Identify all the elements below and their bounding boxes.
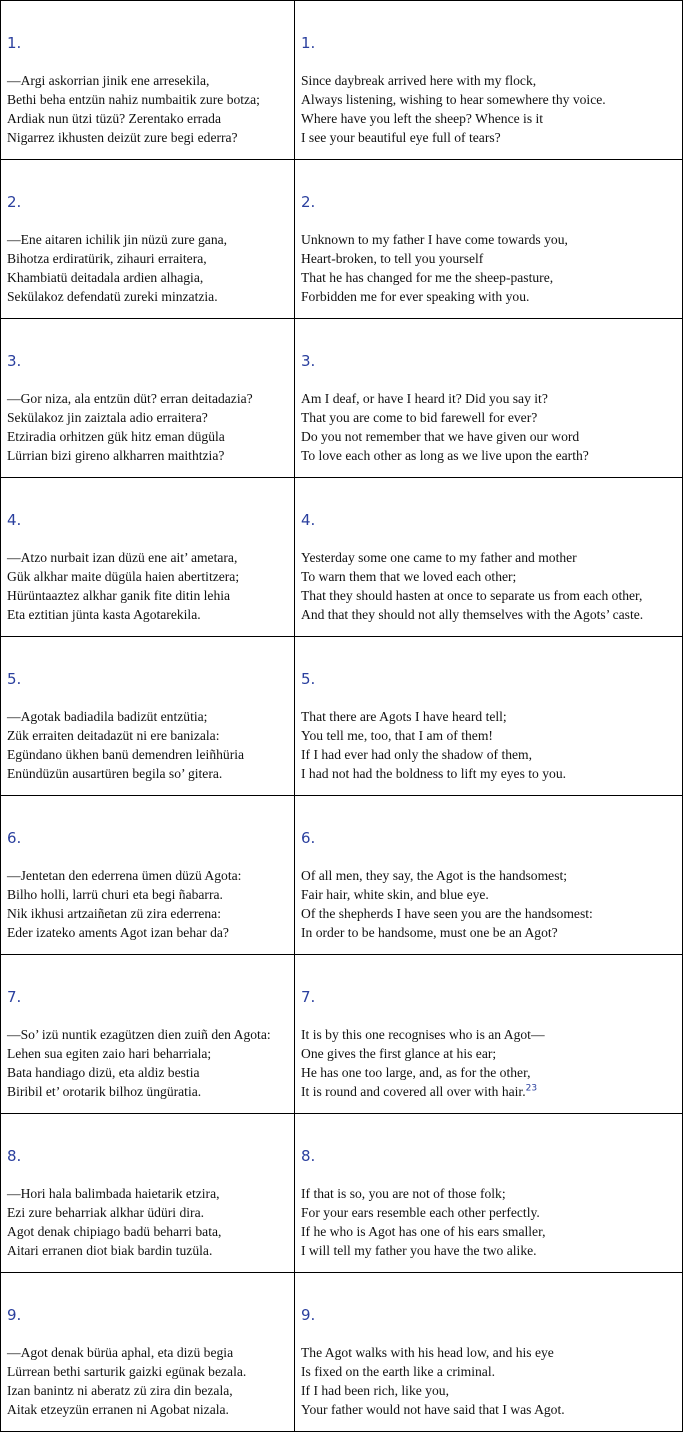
english-verse-line	[301, 866, 682, 885]
english-verse-line	[301, 586, 682, 605]
english-verse-line	[301, 726, 682, 745]
basque-verse-line	[7, 1063, 294, 1082]
basque-stanza-cell	[1, 319, 295, 478]
english-stanza	[301, 637, 682, 785]
stanza-number: 6.	[301, 829, 316, 847]
basque-verse-line	[7, 230, 294, 249]
english-verse-line	[301, 1381, 682, 1400]
verse-text: Etziradia orhitzen gük hitz eman dügüla	[7, 429, 225, 444]
basque-stanza	[7, 319, 294, 467]
stanza-number: 7.	[301, 988, 316, 1006]
stanza-number: 5.	[7, 670, 22, 688]
english-verse-line	[301, 745, 682, 764]
english-verse-line	[301, 1400, 682, 1419]
basque-verse-line	[7, 408, 294, 427]
verse-text: Zük erraiten deitadazüt ni ere banizala:	[7, 728, 220, 743]
verse-text: Am I deaf, or have I heard it? Did you say it?	[301, 391, 548, 406]
verse-text: If I had been rich, like you,	[301, 1383, 449, 1398]
basque-verse-line	[7, 268, 294, 287]
basque-verse-line	[7, 1025, 294, 1044]
verse-text: Lürrian bizi gireno alkharren maithtzia?	[7, 448, 225, 463]
verse-text: —Jentetan den ederrena ümen düzü Agota:	[7, 868, 242, 883]
english-verse-line	[301, 1044, 682, 1063]
stanza-number: 2.	[7, 193, 22, 211]
english-verse-line	[301, 249, 682, 268]
english-verse-line	[301, 567, 682, 586]
basque-verse-line	[7, 1381, 294, 1400]
basque-stanza-cell	[1, 637, 295, 796]
basque-stanza	[7, 1, 294, 149]
stanza-row	[1, 955, 683, 1114]
stanza-number: 8.	[301, 1147, 316, 1165]
english-stanza	[301, 796, 682, 944]
stanza-number: 6.	[7, 829, 22, 847]
english-stanza	[301, 160, 682, 308]
basque-stanza	[7, 955, 294, 1103]
verse-text: Egündano ükhen banü demendren leiñhüria	[7, 747, 245, 762]
english-verse-line	[301, 1063, 682, 1082]
verse-text: Bethi beha entzün nahiz numbaitik zure botza;	[7, 92, 260, 107]
basque-stanza-cell	[1, 796, 295, 955]
verse-text: Unknown to my father I have come towards you,	[301, 232, 568, 247]
verse-text: It is by this one recognises who is an Agot—	[301, 1027, 545, 1042]
stanza-number: 5.	[301, 670, 316, 688]
stanza-number: 9.	[301, 1306, 316, 1324]
verse-text: If I had ever had only the shadow of them,	[301, 747, 533, 762]
basque-verse-line	[7, 586, 294, 605]
verse-text: Agot denak chipiago badü beharri bata,	[7, 1224, 222, 1239]
english-stanza	[301, 478, 682, 626]
verse-text: Ardiak nun ützi tüzü? Zerentako errada	[7, 111, 222, 126]
verse-text: If that is so, you are not of those folk;	[301, 1186, 506, 1201]
verse-text: Is fixed on the earth like a criminal.	[301, 1364, 496, 1379]
basque-verse-line	[7, 567, 294, 586]
basque-stanza-cell	[1, 955, 295, 1114]
verse-text: Hürüntaaztez alkhar ganik fite ditin lehia	[7, 588, 231, 603]
english-verse-line	[301, 1343, 682, 1362]
basque-stanza-cell	[1, 1, 295, 160]
verse-text: That there are Agots I have heard tell;	[301, 709, 507, 724]
verse-text: —Agotak badiadila badizüt entzütia;	[7, 709, 208, 724]
verse-text: Aitak etzeyzün erranen ni Agobat nizala.	[7, 1402, 229, 1417]
verse-text: Bilho holli, larrü churi eta begi ñabarra.	[7, 887, 223, 902]
verse-text: —So’ izü nuntik ezagützen dien zuiñ den Agota:	[7, 1027, 271, 1042]
verse-text: I had not had the boldness to lift my eyes to you.	[301, 766, 567, 781]
english-verse-line	[301, 904, 682, 923]
verse-text: —Atzo nurbait izan düzü ene ait’ ametara,	[7, 550, 238, 565]
english-verse-line	[301, 109, 682, 128]
stanza-row	[1, 478, 683, 637]
stanza-row	[1, 1, 683, 160]
verse-text: You tell me, too, that I am of them!	[301, 728, 493, 743]
verse-text: I see your beautiful eye full of tears?	[301, 130, 501, 145]
verse-text: Izan banintz ni aberatz zü zira din bezala,	[7, 1383, 233, 1398]
basque-stanza-cell	[1, 1114, 295, 1273]
english-verse-line	[301, 764, 682, 783]
basque-verse-line	[7, 1203, 294, 1222]
basque-stanza	[7, 637, 294, 785]
english-stanza	[301, 1, 682, 149]
stanza-number: 7.	[7, 988, 22, 1006]
stanza-number: 1.	[7, 34, 22, 52]
basque-stanza	[7, 160, 294, 308]
basque-stanza-cell	[1, 478, 295, 637]
english-verse-line	[301, 128, 682, 147]
verse-text: Biribil et’ orotarik bilhoz üngüratia.	[7, 1084, 202, 1099]
verse-text: —Agot denak bürüa aphal, eta dizü begia	[7, 1345, 234, 1360]
verse-text: Aitari erranen diot biak bardin tuzüla.	[7, 1243, 213, 1258]
basque-stanza	[7, 478, 294, 626]
verse-text: Lehen sua egiten zaio hari beharriala;	[7, 1046, 212, 1061]
english-verse-line	[301, 885, 682, 904]
basque-verse-line	[7, 726, 294, 745]
basque-stanza	[7, 1114, 294, 1262]
basque-verse-line	[7, 923, 294, 942]
stanza-row	[1, 160, 683, 319]
basque-stanza	[7, 1273, 294, 1421]
verse-text: I will tell my father you have the two alike.	[301, 1243, 537, 1258]
verse-text: Gük alkhar maite dügüla haien abertitzera;	[7, 569, 240, 584]
english-verse-line	[301, 230, 682, 249]
verse-text: Sekülakoz jin zaiztala adio erraitera?	[7, 410, 208, 425]
basque-verse-line	[7, 1222, 294, 1241]
verse-text: Nigarrez ikhusten deizüt zure begi ederra?	[7, 130, 238, 145]
stanza-number: 2.	[301, 193, 316, 211]
verse-text: In order to be handsome, must one be an Agot?	[301, 925, 558, 940]
english-verse-line	[301, 1025, 682, 1044]
basque-verse-line	[7, 1241, 294, 1260]
basque-verse-line	[7, 1184, 294, 1203]
english-verse-line	[301, 605, 682, 624]
english-verse-line	[301, 1184, 682, 1203]
english-stanza	[301, 1273, 682, 1421]
english-stanza	[301, 955, 682, 1103]
basque-verse-line	[7, 548, 294, 567]
stanza-row	[1, 1273, 683, 1432]
verse-text: He has one too large, and, as for the other,	[301, 1065, 531, 1080]
english-stanza-cell	[295, 1, 683, 160]
english-verse-line	[301, 923, 682, 942]
basque-verse-line	[7, 90, 294, 109]
basque-stanza-cell	[1, 160, 295, 319]
english-verse-line	[301, 427, 682, 446]
verse-text: For your ears resemble each other perfectly.	[301, 1205, 540, 1220]
basque-verse-line	[7, 885, 294, 904]
basque-verse-line	[7, 71, 294, 90]
basque-verse-line	[7, 249, 294, 268]
basque-stanza-cell	[1, 1273, 295, 1432]
english-verse-line	[301, 1241, 682, 1260]
verse-text: —Gor niza, ala entzün düt? erran deitadazia?	[7, 391, 253, 406]
basque-verse-line	[7, 605, 294, 624]
basque-verse-line	[7, 389, 294, 408]
stanza-number: 8.	[7, 1147, 22, 1165]
verse-text: The Agot walks with his head low, and his eye	[301, 1345, 554, 1360]
basque-verse-line	[7, 128, 294, 147]
basque-verse-line	[7, 109, 294, 128]
stanza-row	[1, 319, 683, 478]
verse-text: Always listening, wishing to hear somewhere thy voice.	[301, 92, 606, 107]
basque-stanza	[7, 796, 294, 944]
english-verse-line	[301, 446, 682, 465]
verse-text: Do you not remember that we have given our word	[301, 429, 580, 444]
stanza-row	[1, 637, 683, 796]
basque-verse-line	[7, 1082, 294, 1101]
stanza-number: 1.	[301, 34, 316, 52]
verse-text: —Argi askorrian jinik ene arresekila,	[7, 73, 210, 88]
verse-text: Forbidden me for ever speaking with you.	[301, 289, 530, 304]
verse-text: Of all men, they say, the Agot is the handsomest;	[301, 868, 568, 883]
verse-text: Lürrean bethi sarturik gaizki egünak bezala.	[7, 1364, 247, 1379]
basque-verse-line	[7, 287, 294, 306]
basque-verse-line	[7, 1362, 294, 1381]
stanza-row	[1, 1114, 683, 1273]
verse-text: Ezi zure beharriak alkhar üdüri dira.	[7, 1205, 205, 1220]
english-verse-line	[301, 548, 682, 567]
english-verse-line	[301, 1203, 682, 1222]
english-stanza-cell	[295, 160, 683, 319]
english-stanza-cell	[295, 796, 683, 955]
verse-text: Khambiatü deitadala ardien alhagia,	[7, 270, 204, 285]
english-verse-line	[301, 287, 682, 306]
english-stanza-cell	[295, 1114, 683, 1273]
english-stanza-cell	[295, 1273, 683, 1432]
english-verse-line	[301, 707, 682, 726]
english-stanza	[301, 319, 682, 467]
basque-verse-line	[7, 866, 294, 885]
english-stanza-cell	[295, 319, 683, 478]
verse-text: If he who is Agot has one of his ears smaller,	[301, 1224, 546, 1239]
verse-text: That you are come to bid farewell for ever?	[301, 410, 538, 425]
verse-text: Yesterday some one came to my father and mother	[301, 550, 577, 565]
english-stanza	[301, 1114, 682, 1262]
english-verse-line	[301, 1082, 682, 1101]
footnote-link[interactable]: 23	[525, 1083, 538, 1094]
verse-text: —Ene aitaren ichilik jin nüzü zure gana,	[7, 232, 228, 247]
basque-verse-line	[7, 745, 294, 764]
stanza-number: 3.	[301, 352, 316, 370]
basque-verse-line	[7, 707, 294, 726]
english-verse-line	[301, 1362, 682, 1381]
stanza-number: 4.	[301, 511, 316, 529]
stanza-number: 9.	[7, 1306, 22, 1324]
english-verse-line	[301, 90, 682, 109]
verse-text: Where have you left the sheep? Whence is it	[301, 111, 544, 126]
verse-text: Fair hair, white skin, and blue eye.	[301, 887, 489, 902]
verse-text: One gives the first glance at his ear;	[301, 1046, 497, 1061]
english-verse-line	[301, 408, 682, 427]
verse-text: It is round and covered all over with hair.	[301, 1084, 526, 1099]
english-verse-line	[301, 389, 682, 408]
verse-text: Bata handiago dizü, eta aldiz bestia	[7, 1065, 200, 1080]
english-verse-line	[301, 268, 682, 287]
verse-text: And that they should not ally themselves with the Agots’ caste.	[301, 607, 644, 622]
verse-text: That they should hasten at once to separate us from each other,	[301, 588, 643, 603]
stanza-number: 3.	[7, 352, 22, 370]
verse-text: Bihotza erdiratürik, zihauri erraitera,	[7, 251, 207, 266]
verse-text: To warn them that we loved each other;	[301, 569, 517, 584]
verse-text: Sekülakoz defendatü zureki minzatzia.	[7, 289, 218, 304]
basque-verse-line	[7, 904, 294, 923]
verse-text: Heart-broken, to tell you yourself	[301, 251, 484, 266]
verse-text: Eder izateko aments Agot izan behar da?	[7, 925, 229, 940]
english-stanza-cell	[295, 637, 683, 796]
english-stanza-cell	[295, 955, 683, 1114]
stanza-row	[1, 796, 683, 955]
stanza-number: 4.	[7, 511, 22, 529]
basque-verse-line	[7, 1400, 294, 1419]
verse-text: Your father would not have said that I was Agot.	[301, 1402, 565, 1417]
basque-verse-line	[7, 446, 294, 465]
verse-text: Eta eztitian jünta kasta Agotarekila.	[7, 607, 201, 622]
verse-text: —Hori hala balimbada haietarik etzira,	[7, 1186, 220, 1201]
verse-text: To love each other as long as we live upon the earth?	[301, 448, 589, 463]
basque-verse-line	[7, 1343, 294, 1362]
verse-text: Enündüzün ausartüren begila so’ gitera.	[7, 766, 223, 781]
english-stanza-cell	[295, 478, 683, 637]
verse-text: That he has changed for me the sheep-pasture,	[301, 270, 554, 285]
verse-text: Since daybreak arrived here with my flock,	[301, 73, 537, 88]
verse-text: Nik ikhusi artzaiñetan zü zira ederrena:	[7, 906, 221, 921]
basque-verse-line	[7, 1044, 294, 1063]
poem-body	[1, 1, 683, 1432]
basque-verse-line	[7, 764, 294, 783]
basque-verse-line	[7, 427, 294, 446]
english-verse-line	[301, 1222, 682, 1241]
english-verse-line	[301, 71, 682, 90]
verse-text: Of the shepherds I have seen you are the handsomest:	[301, 906, 593, 921]
